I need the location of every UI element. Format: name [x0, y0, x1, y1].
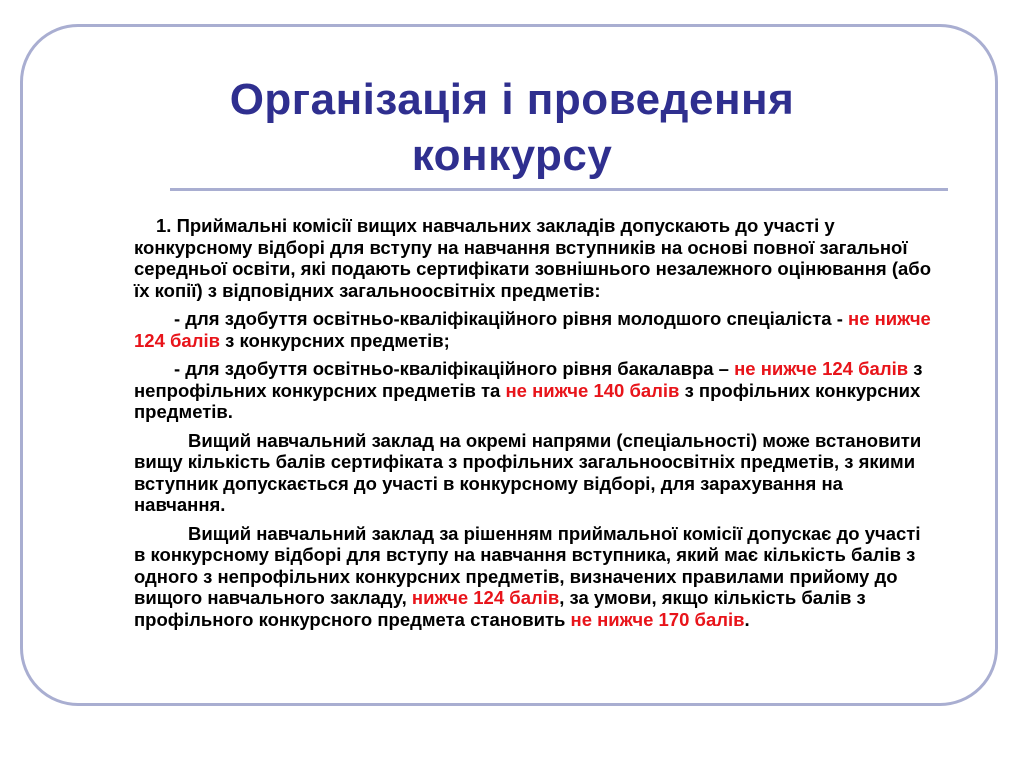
paragraph-5-text-a: Вищий навчальний заклад за рішенням приймальної комісії допускає до участі в конкурсному відборі для вступу на навчання вступника, який має кількість балів з одного з непрофільних конкурсних предметів, визначених правилами прийому до вищого навчального закладу,: [134, 522, 921, 608]
paragraph-2-text-c: з конкурсних предметів;: [220, 329, 450, 351]
threshold-124-junior: не нижче 124 балів: [134, 308, 931, 351]
paragraph-4-text: Вищий навчальний заклад на окремі напрями (спеціальності) може встановити вищу кількість балів сертифіката з профільних загальноосвітніх предметів, з якими вступник допускається до участі в конкурсному відборі, для зарахування на навчання.: [134, 429, 922, 515]
paragraph-1: [134, 215, 934, 301]
slide-body: [134, 215, 934, 637]
threshold-124-bachelor: не нижче 124 балів: [734, 358, 909, 379]
paragraph-1-text: 1. Приймальні комісії вищих навчальних закладів допускають до участі у конкурсному відборі для вступу на навчання вступників на основі повної загальної середньої освіти, які подають сертифікати зовнішнього незалежного оцінювання (або їх копії) з відповідних загальноосвітніх предметів:: [134, 215, 931, 301]
threshold-170-profile: не нижче 170 балів: [570, 608, 745, 630]
paragraph-2-text-a: - для здобуття освітньо-кваліфікаційного рівня молодшого спеціаліста -: [174, 308, 849, 329]
paragraph-2: [134, 308, 934, 351]
slide-title: [100, 72, 924, 184]
threshold-below-124: нижче 124 балів: [411, 587, 560, 608]
title-line-2: конкурсу: [411, 131, 613, 180]
threshold-140-bachelor: не нижче 140 балів: [505, 379, 680, 401]
paragraph-3-text-a: - для здобуття освітньо-кваліфікаційного рівня бакалавра –: [174, 358, 735, 379]
title-line-1: Організація і проведення: [229, 75, 795, 124]
paragraph-3-text-c: з непрофільних конкурсних предметів та: [134, 358, 923, 401]
title-divider: [170, 188, 948, 191]
paragraph-3-text-e: з профільних конкурсних предметів.: [134, 379, 921, 422]
paragraph-5: [134, 523, 934, 631]
paragraph-5-text-e: .: [744, 608, 750, 630]
paragraph-3: [134, 358, 934, 423]
paragraph-4: [134, 430, 934, 516]
paragraph-5-text-c: , за умови, якщо кількість балів з профільного конкурсного предмета становить: [134, 587, 866, 630]
